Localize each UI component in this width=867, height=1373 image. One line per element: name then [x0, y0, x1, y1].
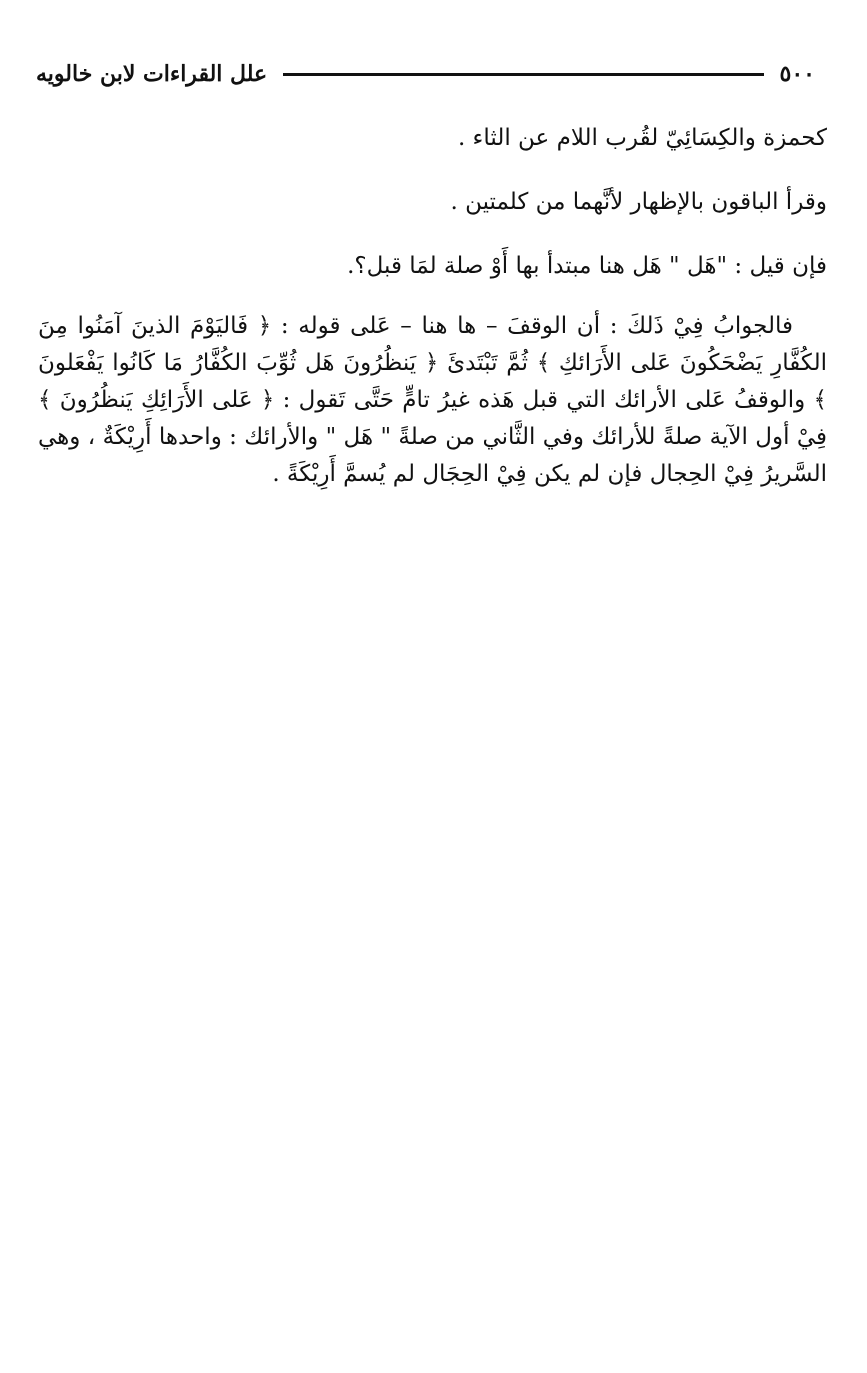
running-header: [36, 56, 815, 92]
book-title: علل القراءات لابن خالويه: [36, 61, 268, 87]
paragraph-4: فالجوابُ فِيْ ذَلكَ : أن الوقفَ – ها هنا – عَلى قوله : ﴿ فَاليَوْمَ الذينَ آمَنُوا مِنَ الكُفَّارِ يَضْحَكُونَ عَلى الأَرَائكِ ﴾ ثُمَّ تَبْتَدئَ ﴿ يَنظُرُونَ هَل ثُوِّبَ الكُفَّارُ مَا كَانُوا يَفْعَلونَ ﴾ والوقفُ عَلى الأرائك التي قبل هَذه غيرُ تامٍّ حَتَّى تَقول : ﴿ عَلى الأَرَائِكِ يَنظُرُونَ ﴾ فِيْ أول الآية صلةً للأرائك وفي الثَّاني من صلةً " هَل " والأرائك : واحدها أَرِيْكَةٌ ، وهي السَّريرُ فِيْ الحِجال فإن لم يكن فِيْ الحِجَال لم يُسمَّ أَرِيْكَةً .: [38, 313, 827, 487]
paragraph-1: كحمزة والكِسَائِيّ لقُرب اللام عن الثاء .: [457, 125, 827, 151]
page-number: ٥٠٠: [779, 61, 815, 87]
paragraph-2: وقرأ الباقون بالإظهار لأنَّهما من كلمتين .: [450, 189, 827, 215]
body-text: [38, 116, 827, 493]
paragraph-3: فإن قيل : "هَل " هَل هنا مبتدأ بها أَوْ صلة لمَا قبل؟.: [347, 253, 827, 279]
header-rule: [283, 73, 763, 76]
